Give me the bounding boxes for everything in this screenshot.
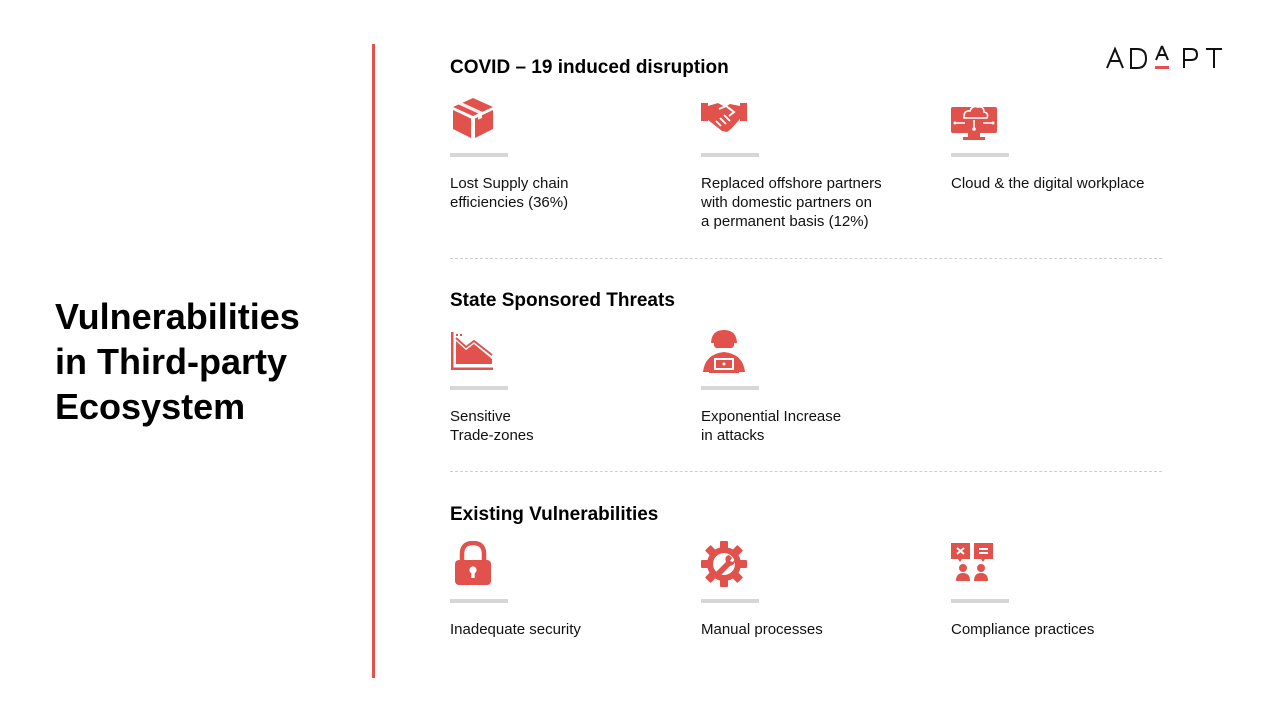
vertical-divider (372, 44, 375, 678)
item-caption: Replaced offshore partners with domestic partners on a permanent basis (12%) (701, 175, 882, 230)
item-caption: Exponential Increase in attacks (701, 408, 842, 444)
icon-underline (450, 386, 508, 390)
section-separator (450, 258, 1162, 259)
section-title-covid: COVID – 19 induced disruption (450, 57, 729, 78)
icon-underline (951, 599, 1009, 603)
hacker-icon (701, 328, 747, 374)
title-line: Vulnerabilities (55, 296, 300, 337)
title-line: in Third-party (55, 341, 287, 382)
icon-underline (701, 599, 759, 603)
adapt-logo (1106, 42, 1232, 72)
section-separator (450, 471, 1162, 472)
icon-underline (951, 153, 1009, 157)
item-caption: Compliance practices (951, 621, 1095, 638)
item-caption: Sensitive Trade-zones (450, 408, 534, 444)
compliance-board-icon (951, 541, 997, 587)
section-title-existing-vulnerabilities: Existing Vulnerabilities (450, 504, 659, 525)
handshake-icon (701, 95, 747, 141)
item-caption: Inadequate security (450, 621, 581, 638)
icon-underline (450, 599, 508, 603)
cloud-computer-icon (951, 95, 997, 141)
item-caption: Cloud & the digital workplace (951, 175, 1145, 192)
page-title (55, 294, 345, 429)
padlock-icon (450, 541, 496, 587)
section-title-state-threats: State Sponsored Threats (450, 290, 675, 311)
declining-chart-icon (450, 328, 496, 374)
item-caption: Manual processes (701, 621, 823, 638)
icon-underline (701, 153, 759, 157)
box-icon (450, 95, 496, 141)
icon-underline (701, 386, 759, 390)
item-caption: Lost Supply chain efficiencies (36%) (450, 175, 569, 211)
icon-underline (450, 153, 508, 157)
title-line: Ecosystem (55, 386, 246, 427)
gear-wrench-icon (701, 541, 747, 587)
